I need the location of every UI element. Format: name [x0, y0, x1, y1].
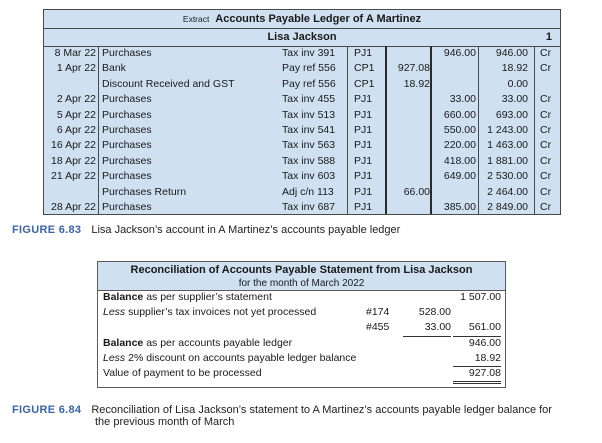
ledger-cell-balance: 1 243.00	[487, 123, 528, 136]
ledger-cell-balance-type: Cr	[540, 170, 552, 183]
ledger-cell-reference: Tax inv 588	[282, 154, 336, 167]
ledger-cell-debit: 927.08	[397, 62, 430, 75]
ledger-cell-reference: Tax inv 687	[282, 200, 336, 213]
ledger-cell-particulars: Purchases Return	[102, 185, 187, 198]
ledger-cell-particulars: Bank	[102, 62, 126, 75]
ledger-cell-reference: Tax inv 541	[282, 123, 336, 136]
reconciliation-title: Reconciliation of Accounts Payable Statement from Lisa Jackson	[130, 264, 473, 276]
ledger-cell-reference: Adj c/n 113	[282, 185, 334, 198]
ledger-cell-balance-type: Cr	[540, 154, 552, 167]
reconciliation-subtitle: for the month of March 2022	[238, 278, 365, 289]
ledger-cell-reference: Tax inv 513	[282, 108, 336, 121]
figure-caption-text: Lisa Jackson’s account in A Martinez’s accounts payable ledger	[91, 224, 401, 236]
ledger-cell-particulars: Purchases	[102, 93, 152, 106]
ledger-cell-folio: PJ1	[354, 185, 373, 198]
reconciliation-line	[98, 290, 505, 305]
ledger-cell-balance: 1 881.00	[487, 154, 528, 167]
ledger-cell-balance-type: Cr	[540, 123, 552, 136]
ledger-cell-credit: 220.00	[443, 139, 476, 152]
ledger-row	[44, 154, 560, 169]
ledger-cell-balance: 33.00	[501, 93, 528, 106]
line-label-italic: Less	[103, 351, 126, 364]
ledger-cell-balance: 2 464.00	[487, 185, 528, 198]
line-label: as per supplier’s statement	[143, 291, 272, 303]
ledger-cell-folio: PJ1	[354, 108, 373, 121]
line-label-italic: Less	[103, 306, 126, 319]
reconciliation-line	[98, 366, 505, 381]
ledger-cell-balance: 2 849.00	[487, 200, 528, 213]
ledger-cell-credit: 550.00	[443, 123, 476, 136]
line-total: 561.00	[453, 320, 501, 336]
payment-amount: 927.08	[453, 366, 501, 384]
ledger-cell-date: 5 Apr 22	[56, 108, 96, 121]
ledger-cell-balance: 1 463.00	[487, 139, 528, 152]
ledger-cell-balance: 693.00	[495, 108, 528, 121]
ledger-cell-credit: 418.00	[443, 154, 476, 167]
ledger-cell-balance-type: Cr	[540, 200, 552, 213]
line-label-bold: Balance	[103, 291, 144, 303]
ledger-row	[44, 77, 560, 92]
ledger-cell-reference: Pay ref 556	[282, 77, 336, 90]
ledger-cell-reference: Tax inv 603	[282, 170, 336, 183]
ledger-cell-particulars: Purchases	[102, 170, 152, 183]
ledger-row	[44, 61, 560, 76]
ledger-cell-folio: PJ1	[354, 47, 373, 59]
ledger-row	[44, 92, 560, 107]
ledger-cell-credit: 385.00	[443, 200, 476, 213]
line-amount: 18.92	[453, 351, 501, 367]
ledger-cell-credit: 946.00	[443, 47, 476, 59]
ledger-cell-reference: Tax inv 391	[282, 47, 336, 59]
ledger-row	[44, 185, 560, 200]
reconciliation-table	[97, 261, 506, 388]
ledger-cell-credit: 649.00	[443, 170, 476, 183]
ledger-row	[44, 138, 560, 153]
ledger-cell-folio: PJ1	[354, 123, 373, 136]
ledger-cell-date: 6 Apr 22	[56, 123, 96, 136]
figure-caption-text-line2: the previous month of March	[95, 416, 235, 428]
ledger-row	[44, 200, 560, 215]
ledger-cell-date: 16 Apr 22	[51, 139, 96, 152]
ledger-cell-date: 1 Apr 22	[56, 62, 96, 75]
ledger-cell-date: 8 Mar 22	[54, 47, 96, 59]
line-label: 2% discount on accounts payable ledger balance	[125, 351, 357, 364]
ledger-cell-balance-type: Cr	[540, 185, 552, 198]
ledger-cell-date: 28 Apr 22	[51, 200, 96, 213]
page-number: 1	[545, 31, 552, 43]
ledger-title	[44, 10, 560, 29]
ledger-cell-particulars: Purchases	[102, 200, 152, 213]
figure-caption-6-84	[12, 404, 592, 428]
line-label: supplier’s tax invoices not yet processed	[125, 306, 317, 319]
ledger-cell-debit: 18.92	[403, 77, 430, 90]
reconciliation-line	[98, 351, 505, 366]
ledger-cell-particulars: Purchases	[102, 108, 152, 121]
figure-caption-6-83	[12, 224, 400, 236]
line-amount: 946.00	[468, 336, 501, 349]
ledger-row	[44, 46, 560, 61]
line-label: Value of payment to be processed	[103, 366, 262, 379]
ledger-cell-date: 18 Apr 22	[51, 154, 96, 167]
ledger-cell-particulars: Purchases	[102, 123, 152, 136]
reconciliation-line	[98, 305, 505, 320]
ledger-cell-balance-type: Cr	[540, 93, 552, 106]
line-label-bold: Balance	[103, 336, 144, 349]
ledger-cell-folio: PJ1	[354, 93, 373, 106]
ledger-cell-date: 2 Apr 22	[56, 93, 96, 106]
ledger-cell-debit: 66.00	[403, 185, 430, 198]
account-name: Lisa Jackson	[267, 31, 337, 43]
ledger-cell-credit: 660.00	[443, 108, 476, 121]
figure-number: FIGURE 6.84	[12, 404, 82, 416]
invoice-ref: #455	[366, 321, 390, 334]
figure-caption-text: Reconciliation of Lisa Jackson’s statement to A Martinez’s accounts payable ledger balance for	[91, 404, 552, 416]
ledger-cell-folio: CP1	[354, 62, 375, 75]
line-amount: 1 507.00	[460, 291, 501, 303]
ledger-title-prefix: Extract	[182, 14, 210, 24]
ledger-cell-balance-type: Cr	[540, 62, 552, 75]
line-label: as per accounts payable ledger	[143, 336, 293, 349]
ledger-table	[43, 9, 561, 215]
ledger-cell-reference: Pay ref 556	[282, 62, 336, 75]
ledger-cell-folio: CP1	[354, 77, 375, 90]
figure-number: FIGURE 6.83	[12, 224, 82, 236]
ledger-row	[44, 169, 560, 184]
ledger-title-main: Accounts Payable Ledger of A Martinez	[215, 13, 422, 25]
reconciliation-line	[98, 336, 505, 351]
ledger-cell-balance-type: Cr	[540, 108, 552, 121]
invoice-ref: #174	[366, 306, 390, 319]
ledger-cell-particulars: Purchases	[102, 139, 152, 152]
account-name-header	[44, 28, 560, 47]
ledger-cell-balance: 18.92	[501, 62, 528, 75]
ledger-cell-credit: 33.00	[449, 93, 476, 106]
ledger-cell-folio: PJ1	[354, 200, 373, 213]
ledger-cell-balance: 946.00	[495, 47, 528, 59]
ledger-cell-particulars: Purchases	[102, 154, 152, 167]
ledger-row	[44, 123, 560, 138]
reconciliation-line	[98, 320, 505, 335]
ledger-cell-balance-type: Cr	[540, 47, 552, 59]
ledger-cell-folio: PJ1	[354, 170, 373, 183]
ledger-cell-folio: PJ1	[354, 139, 373, 152]
ledger-row	[44, 108, 560, 123]
ledger-cell-folio: PJ1	[354, 154, 373, 167]
ledger-cell-balance: 0.00	[507, 77, 528, 90]
line-amount: 528.00	[418, 306, 451, 319]
ledger-cell-reference: Tax inv 455	[282, 93, 336, 106]
ledger-cell-reference: Tax inv 563	[282, 139, 336, 152]
ledger-cell-date: 21 Apr 22	[51, 170, 96, 183]
ledger-rows	[44, 46, 560, 215]
ledger-cell-balance: 2 530.00	[487, 170, 528, 183]
reconciliation-header	[98, 262, 505, 291]
line-amount: 33.00	[403, 320, 451, 336]
ledger-cell-particulars: Purchases	[102, 47, 152, 59]
ledger-cell-particulars: Discount Received and GST	[102, 77, 235, 90]
ledger-cell-balance-type: Cr	[540, 139, 552, 152]
